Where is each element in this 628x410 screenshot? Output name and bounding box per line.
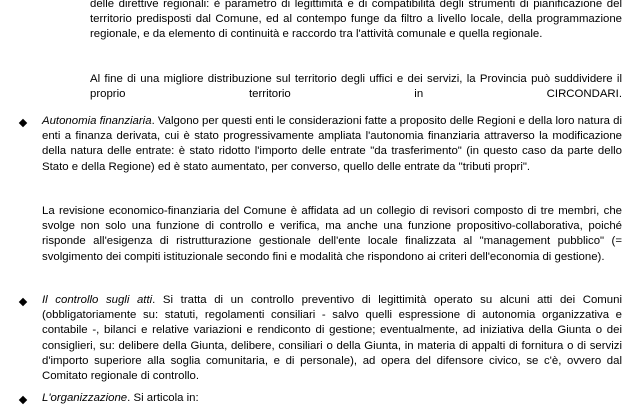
bullet-icon (19, 298, 27, 306)
section-autonomia-finanziaria (42, 114, 622, 175)
section-text: . Valgono per questi enti le considerazioni fatte a proposito delle Regioni e della loro natura di enti a finanza derivata, cui è stato progressivamente ampliata l'autonomia finanziaria attraverso la modificazione della natura delle entrate: è stato ridotto l'importo delle entrate "da trasferimento" (in questo caso da parte dello Stato e della Regione) ed è stato aumentato, per converso, quello delle entrate da "tributi propri". (42, 115, 622, 173)
section-text: . Si tratta di un controllo preventivo di legittimità operato su alcuni atti dei Comuni (obbligatoriamente su: statuti, regolamenti consiliari - salvo quelli espressione di autonomia organizzativa e contabile -, bilanci e relative variazioni e rendiconto di gestione; eventualmente, ad iniziativa della Giunta o dei consiglieri, su: delibere della Giunta, delibere, consiliari o della Giunta, in materia di appalti di fornitura o di servizi d'importo superiore alla soglia comunitaria, e di personale), ad opera del difensore civico, se c'è, ovvero dal Comitato regionale di controllo. (42, 294, 622, 383)
bullet-icon (19, 396, 27, 404)
section-organizzazione (42, 391, 622, 406)
section-title: L'organizzazione (42, 392, 128, 404)
section-title: Il controllo sugli atti (42, 294, 153, 306)
circondari-paragraph: Al fine di una migliore distribuzione sul territorio degli uffici e dei servizi, la Provincia può suddividere il proprio territorio in CIRCONDARI. (90, 73, 622, 101)
section-title: Autonomia finanziaria (42, 115, 152, 127)
section-controllo-atti (42, 293, 622, 384)
section-text: . Si articola in: (127, 392, 199, 404)
bullet-icon (19, 119, 27, 127)
revisione-paragraph: La revisione economico-finanziaria del Comune è affidata ad un collegio di revisori composto di tre membri, che svolge non solo una funzione di controllo e verifica, ma anche una funzione propositivo-collaborativa, poiché risponde all'esigenza di ristrutturazione gestionale dell'ente locale finalizzata al "management pubblico" (= svolgimento dei compiti istituzionale secondo fini e modalità che rispondono ai criteri dell'economia di gestione). (42, 205, 622, 263)
intro-paragraph: delle direttive regionali: è parametro di legittimità e di compatibilità degli strumenti di pianificazione del territorio predisposti dal Comune, ed al contempo funge da filtro a livello locale, della programmazione regionale, e da elemento di continuità e raccordo tra l'attività comunale e quella regionale. (90, 0, 622, 41)
